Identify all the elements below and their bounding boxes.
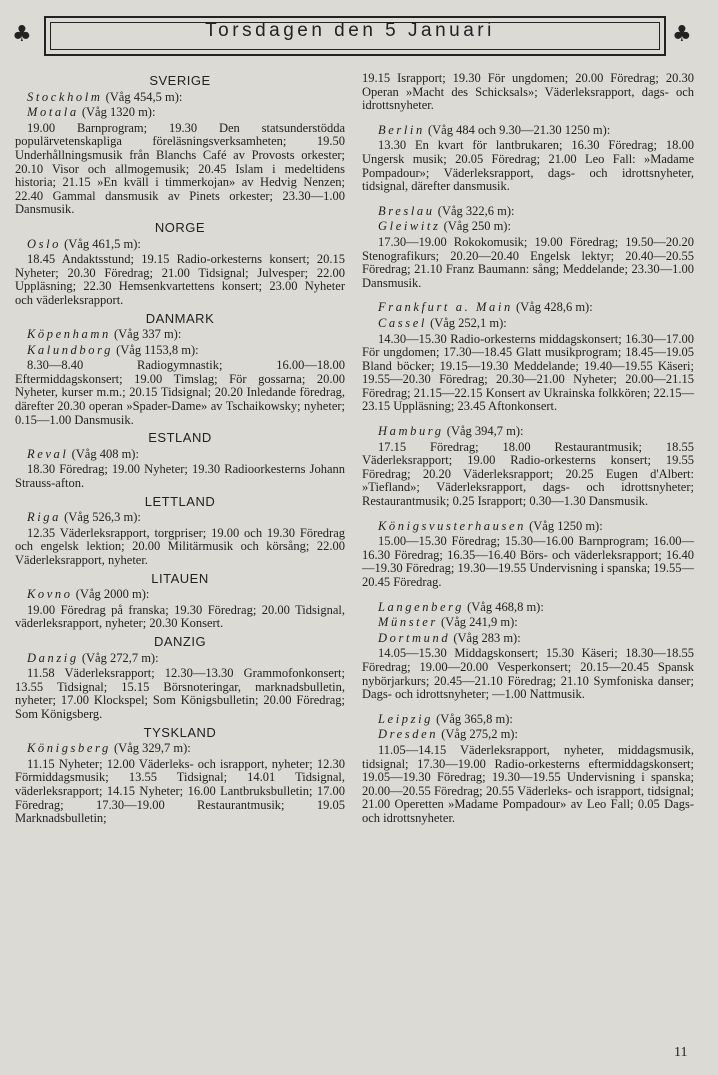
station-wave: (Våg 2000 m): bbox=[75, 587, 150, 602]
station-name: Motala bbox=[27, 105, 79, 120]
station-line bbox=[378, 616, 694, 630]
station-line bbox=[27, 344, 345, 358]
station-wave: (Våg 1153,8 m): bbox=[116, 342, 199, 357]
section-estonia bbox=[15, 431, 345, 490]
station-wave: (Våg 275,2 m): bbox=[441, 727, 518, 742]
station-wave: (Våg 365,8 m): bbox=[436, 711, 513, 726]
station-name: Danzig bbox=[27, 650, 79, 665]
program-text: 14.30—15.30 Radio-orkesterns middagskonsert; 16.30—17.00 För ungdomen; 17.30—18.45 Glatt musikprogram; 18.45—19.05 Bland böcker; 19.15—19.30 Meddelande; 19.40—19.55 Käseri; 19.55—20.30 Föredrag; 20.30—21.00 Nyheter; 20.00—21.15 Föredrag; 21.15—22.15 Konsert av Ukrainska folkkören; 22.15—23.15 Uppläsning; 23.45 Aftonkonsert. bbox=[362, 331, 694, 414]
program-text: 13.30 En kvart för lantbrukaren; 16.30 Föredrag; 18.00 Ungersk musik; 20.05 Föredrag; 21.00 Leo Fall: »Madame Pompadour»; Väderleksrapport, dags- och idrottsnyheter, tidsignal, därefter dansmusik. bbox=[362, 138, 694, 194]
station-line bbox=[27, 652, 345, 666]
country-heading: LITAUEN bbox=[151, 570, 209, 586]
station-line bbox=[27, 511, 345, 525]
clover-ornament-icon: ♣ bbox=[12, 22, 32, 47]
section-breslau bbox=[362, 205, 694, 291]
station-wave: (Våg 1320 m): bbox=[81, 105, 156, 120]
section-berlin bbox=[362, 124, 694, 194]
station-name: Köpenhamn bbox=[27, 327, 111, 342]
station-wave: (Våg 250 m): bbox=[443, 219, 511, 234]
left-column bbox=[15, 70, 345, 826]
station-name: Kalundborg bbox=[27, 342, 113, 357]
station-name: Leipzig bbox=[378, 711, 434, 726]
station-name: Gleiwitz bbox=[378, 219, 441, 234]
station-name: Münster bbox=[378, 615, 438, 630]
station-line bbox=[378, 124, 694, 138]
clover-ornament-icon: ♣ bbox=[672, 22, 692, 47]
page-number: 11 bbox=[674, 1045, 688, 1060]
program-text: 18.30 Föredrag; 19.00 Nyheter; 19.30 Radioorkesterns Johann Strauss-afton. bbox=[15, 462, 345, 491]
station-line bbox=[378, 728, 694, 742]
station-wave: (Våg 408 m): bbox=[71, 446, 139, 461]
station-line bbox=[378, 713, 694, 727]
country-heading: TYSKLAND bbox=[143, 724, 217, 740]
station-wave: (Våg 241,9 m): bbox=[441, 615, 518, 630]
station-wave: (Våg 252,1 m): bbox=[430, 315, 507, 330]
station-line bbox=[27, 106, 345, 120]
station-line bbox=[378, 520, 694, 534]
station-wave: (Våg 322,6 m): bbox=[437, 203, 515, 218]
program-text: 18.45 Andaktsstund; 19.15 Radio-orkesterns konsert; 20.15 Nyheter; 20.30 Föredrag; 21.00 Tidsignal; Julvesper; 22.00 Uppläsning; 22.30 Hemsenkvartettens konsert; 23.00 Nyheter och väderleksrapport. bbox=[15, 252, 345, 307]
program-text: 8.30—8.40 Radiogymnastik; 16.00—18.00 Eftermiddagskonsert; 19.00 Timslag; För gossarna; 20.00 Nyheter, kurser m.m.; 20.15 Tidsignal; 20.20 Inledande föredrag, därefter 20.30 operan »Spader-Dame» av Tschaikowsky; nyheter; 0.15—1.00 Dansmusik. bbox=[15, 358, 345, 427]
station-name: Stockholm bbox=[27, 89, 103, 104]
station-line bbox=[27, 448, 345, 462]
section-denmark bbox=[15, 312, 345, 428]
station-wave: (Våg 394,7 m): bbox=[446, 424, 524, 439]
program-text: 12.35 Väderleksrapport, torgpriser; 19.00 och 19.30 Föredrag och engelsk lektion; 20.00 Militärmusik och körsång; 22.00 Väderleksrapport, nyheter. bbox=[15, 525, 345, 567]
program-text: 19.00 Barnprogram; 19.30 Den statsunderstödda populärvetenskapliga föreläsningsverksamheten; 19.50 Underhållningsmusik från Blanchs Café av Provosts orkester; 20.10 Visor och allmogemusik; 20.45 Islam i medeltidens historia; 21.15 »En kväll i timmerkojan» av Hedvig Nenzen; 22.40 Gammal dansmusik av Pinets orkester; 23.30—1.00 Dansmusik. bbox=[15, 120, 345, 217]
station-wave: (Våg 484 och 9.30—21.30 1250 m): bbox=[427, 122, 611, 137]
country-heading: DANZIG bbox=[153, 633, 207, 649]
station-name: Berlin bbox=[378, 122, 425, 137]
section-danzig bbox=[15, 635, 345, 722]
station-name: Kovno bbox=[27, 587, 73, 602]
section-continued bbox=[362, 72, 694, 113]
station-wave: (Våg 329,7 m): bbox=[114, 741, 191, 756]
station-wave: (Våg 1250 m): bbox=[529, 518, 603, 533]
station-line bbox=[378, 632, 694, 646]
station-name: Königsvusterhausen bbox=[378, 518, 526, 533]
page-header bbox=[10, 12, 690, 64]
section-sweden bbox=[15, 74, 345, 217]
station-line bbox=[378, 301, 694, 315]
station-name: Riga bbox=[27, 510, 62, 525]
station-name: Breslau bbox=[378, 203, 435, 218]
station-name: Hamburg bbox=[378, 424, 444, 439]
program-text: 11.15 Nyheter; 12.00 Väderleks- och israpport, nyheter; 12.30 Förmiddagsmusik; 13.55 Tidsignal; 14.01 Tidsignal, väderleksrapport; 14.15 Nyheter; 16.00 Lantbruksbulletin; 17.00 Föredrag; 17.30—19.00 Restaurantmusik; 19.05 Marknadsbulletin; bbox=[15, 756, 345, 826]
station-name: Oslo bbox=[27, 236, 62, 251]
station-name: Langenberg bbox=[378, 599, 464, 614]
station-line bbox=[378, 601, 694, 615]
station-line bbox=[27, 588, 345, 602]
section-konigswusterhausen bbox=[362, 520, 694, 590]
station-name: Frankfurt a. Main bbox=[378, 300, 513, 315]
section-leipzig bbox=[362, 713, 694, 826]
station-name: Cassel bbox=[378, 315, 427, 330]
station-name: Dortmund bbox=[378, 630, 451, 645]
section-frankfurt bbox=[362, 301, 694, 414]
program-text: 19.15 Israpport; 19.30 För ungdomen; 20.00 Föredrag; 20.30 Operan »Macht des Schicksals»; Väderleksrapport, dags- och idrottsnyheter. bbox=[362, 71, 694, 113]
program-text: 17.15 Föredrag; 18.00 Restaurantmusik; 18.55 Väderleksrapport; 19.00 Radio-orkesterns konsert; 19.55 Föredrag; 20.20 Väderleksrapport; 20.25 Eugen d'Albert: »Tiefland»; Väderleksrapport, dags- och idrottsnyheter; Restaurantmusik; 0.25 Israpport; 0.30—1.30 Dansmusik. bbox=[362, 439, 694, 509]
station-wave: (Våg 526,3 m): bbox=[64, 510, 141, 525]
program-text: 15.00—15.30 Föredrag; 15.30—16.00 Barnprogram; 16.00—16.30 Föredrag; 16.35—16.40 Börs- och väderleksrapport; 16.40—19.30 Föredrag; 19.30—19.55 Undervisning i spanska; 19.55—20.45 Föredrag. bbox=[362, 534, 694, 589]
station-wave: (Våg 337 m): bbox=[113, 327, 182, 342]
section-latvia bbox=[15, 495, 345, 568]
country-heading: SVERIGE bbox=[149, 73, 211, 88]
country-heading: DANMARK bbox=[145, 310, 215, 326]
station-line bbox=[378, 205, 694, 219]
station-name: Dresden bbox=[378, 727, 439, 742]
right-column bbox=[362, 70, 694, 837]
program-text: 17.30—19.00 Rokokomusik; 19.00 Föredrag; 19.50—20.20 Stenografikurs; 20.20—20.40 Engelsk lektyr; 20.40—20.55 Föredrag; 21.10 Franz Baumann: sång; Meddelande; 23.30—1.00 Dansmusik. bbox=[362, 234, 694, 290]
section-norway bbox=[15, 221, 345, 308]
country-heading: ESTLAND bbox=[148, 430, 212, 446]
station-line bbox=[378, 425, 694, 439]
station-line bbox=[378, 317, 694, 331]
section-germany bbox=[15, 726, 345, 826]
station-name: Reval bbox=[27, 446, 69, 461]
page-title: Torsdagen den 5 Januari bbox=[205, 20, 495, 41]
section-langenberg bbox=[362, 601, 694, 702]
station-wave: (Våg 272,7 m): bbox=[81, 650, 159, 665]
country-heading: LETTLAND bbox=[144, 493, 216, 509]
station-line bbox=[27, 238, 345, 252]
section-hamburg bbox=[362, 425, 694, 509]
section-lithuania bbox=[15, 572, 345, 631]
program-text: 19.00 Föredrag på franska; 19.30 Föredrag; 20.00 Tidsignal, väderleksrapport, nyheter; 20.30 Konsert. bbox=[15, 602, 345, 631]
program-text: 14.05—15.30 Middagskonsert; 15.30 Käseri; 18.30—18.55 Föredrag; 19.00—20.00 Vesperkonsert; 20.15—20.45 Spansk nybörjarkurs; 20.45—21.10 Föredrag; 21.10 Symfoniska danser; Dags- och idrottsnyheter; —1.00 Nattmusik. bbox=[362, 646, 694, 702]
country-heading: NORGE bbox=[154, 219, 206, 235]
station-line bbox=[27, 742, 345, 756]
station-wave: (Våg 283 m): bbox=[453, 630, 521, 645]
station-wave: (Våg 468,8 m): bbox=[467, 599, 544, 614]
station-wave: (Våg 454,5 m): bbox=[105, 89, 183, 104]
program-text: 11.58 Väderleksrapport; 12.30—13.30 Grammofonkonsert; 13.55 Tidsignal; 15.15 Börsnoteringar, marknadsbulletin, nyheter; 17.00 Klockspel; Som Königsbulletin; 20.00 Föredrag; Som Königsberg. bbox=[15, 666, 345, 721]
station-line bbox=[27, 91, 345, 105]
station-name: Königsberg bbox=[27, 741, 111, 756]
program-text: 11.05—14.15 Väderleksrapport, nyheter, middagsmusik, tidsignal; 17.30—19.00 Radio-orkesterns eftermiddagskonsert; 19.05—19.30 Föredrag; 19.30—19.55 Undervisning i spanska; 20.00—20.55 Föredrag; 20.55 Väderleks- och israpport, tidsignal; 21.00 Operetten »Madame Pompadour» av Leo Fall; 0.05 Dags- och idrottsnyheter. bbox=[362, 742, 694, 825]
station-line bbox=[378, 220, 694, 234]
station-wave: (Våg 461,5 m): bbox=[64, 236, 141, 251]
station-wave: (Våg 428,6 m): bbox=[515, 300, 593, 315]
station-line bbox=[27, 328, 345, 342]
